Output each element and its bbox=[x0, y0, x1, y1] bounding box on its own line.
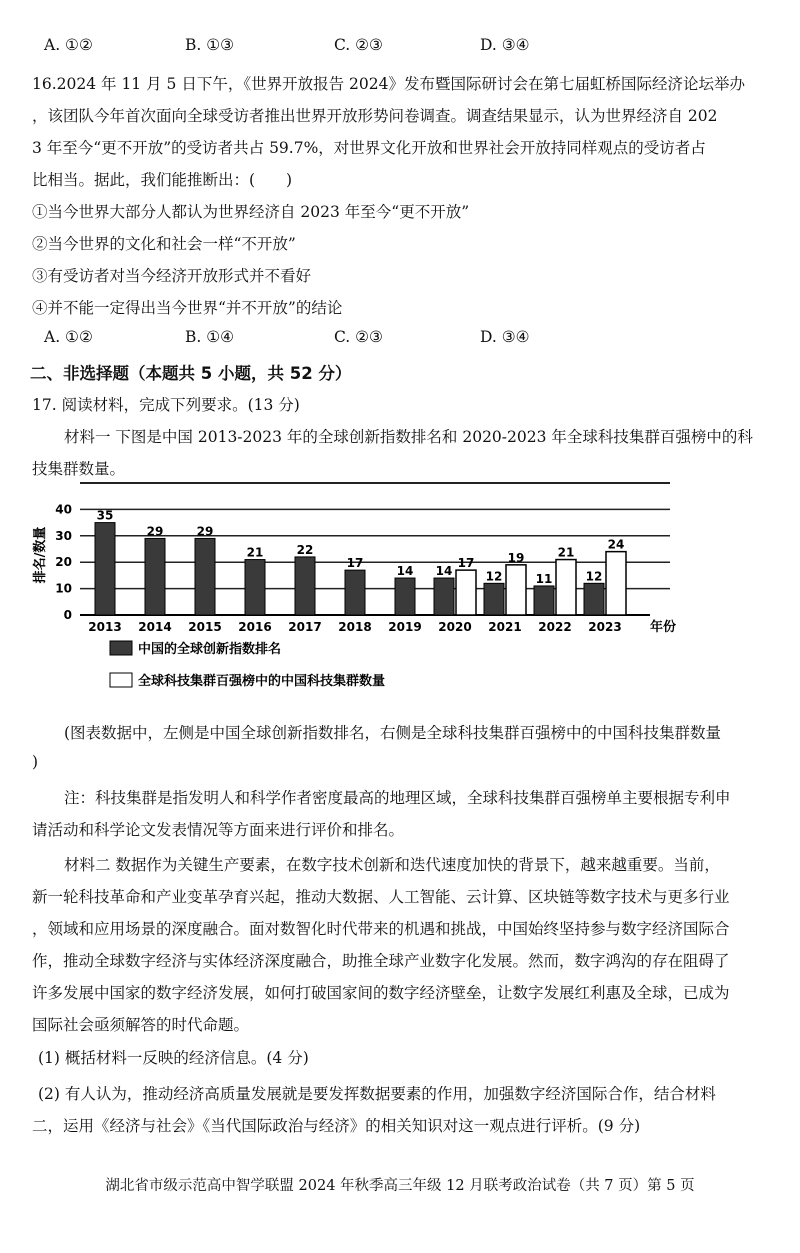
q17-material2-line-2: 新一轮科技革命和产业变革孕育兴起，推动大数据、人工智能、云计算、区块链等数字技术与更多行业 bbox=[32, 888, 730, 906]
q15-option-c: C. ②③ bbox=[334, 36, 383, 54]
y-axis-label: 排名/数量 bbox=[33, 526, 48, 584]
data-label-rank-2015: 29 bbox=[196, 524, 214, 539]
q17-material1-line-1: 材料一 下图是中国 2013-2023 年的全球创新指数排名和 2020-2023 年全球科技集群百强榜中的科 bbox=[64, 428, 753, 446]
bar-rank-2022 bbox=[534, 586, 554, 615]
q16-stem-line-1: 16.2024 年 11 月 5 日下午，《世界开放报告 2024》发布暨国际研讨会在第七届虹桥国际经济论坛举办 bbox=[32, 75, 745, 93]
data-label-clusters-2020: 17 bbox=[457, 556, 475, 571]
x-tick-label: 2015 bbox=[188, 620, 222, 634]
bar-rank-2015 bbox=[195, 538, 215, 615]
legend-label-rank: 中国的全球创新指数排名 bbox=[138, 642, 282, 657]
q16-option-b: B. ①④ bbox=[185, 328, 235, 346]
bar-rank-2020 bbox=[434, 578, 454, 615]
y-tick-label: 30 bbox=[55, 528, 72, 543]
legend-swatch-clusters bbox=[110, 673, 132, 687]
x-tick-label: 2014 bbox=[138, 620, 172, 634]
q17-question-2-line-1: (2) 有人认为，推动经济高质量发展就是要发挥数据要素的作用，加强数字经济国际合作，结合材料 bbox=[38, 1085, 716, 1103]
q16-option-a: A. ①② bbox=[44, 328, 93, 346]
y-tick-label: 20 bbox=[55, 555, 72, 570]
data-label-rank-2013: 35 bbox=[96, 508, 114, 523]
data-label-rank-2016: 21 bbox=[246, 545, 264, 560]
x-tick-label: 2013 bbox=[88, 620, 122, 634]
section-heading: 二、非选择题（本题共 5 小题，共 52 分） bbox=[30, 364, 352, 383]
data-label-clusters-2021: 19 bbox=[507, 550, 525, 565]
bar-rank-2019 bbox=[395, 578, 415, 615]
q16-item-3: ③有受访者对当今经济开放形式并不看好 bbox=[32, 267, 312, 285]
data-label-rank-2018: 17 bbox=[346, 556, 364, 571]
bar-rank-2016 bbox=[245, 560, 265, 615]
x-tick-label: 2016 bbox=[238, 620, 272, 634]
q17-question-1: (1) 概括材料一反映的经济信息。(4 分) bbox=[38, 1049, 309, 1067]
q17-material2-line-4: 作，推动全球数字经济与实体经济深度融合，助推全球产业数字化发展。然而，数字鸿沟的存在阻碍了 bbox=[32, 952, 730, 970]
y-tick-label: 10 bbox=[55, 581, 72, 596]
q16-stem-line-3: 3 年至今“更不开放”的受访者共占 59.7%，对世界文化开放和世界社会开放持同样观点的受访者占 bbox=[32, 139, 706, 157]
q17-note-line-1: 注：科技集群是指发明人和科学作者密度最高的地理区域，全球科技集群百强榜单主要根据专利申 bbox=[64, 789, 731, 807]
x-tick-label: 2023 bbox=[588, 620, 622, 634]
q15-option-d: D. ③④ bbox=[480, 36, 530, 54]
bar-clusters-2023 bbox=[606, 552, 626, 615]
data-label-rank-2017: 22 bbox=[296, 542, 314, 557]
bar-clusters-2022 bbox=[556, 560, 576, 615]
x-tick-label: 2017 bbox=[288, 620, 322, 634]
x-axis-label: 年份 bbox=[650, 620, 677, 635]
bar-rank-2013 bbox=[95, 523, 115, 615]
bar-rank-2018 bbox=[345, 570, 365, 615]
q16-item-1: ①当今世界大部分人都认为世界经济自 2023 年至今“更不开放” bbox=[32, 203, 470, 221]
bar-clusters-2020 bbox=[456, 570, 476, 615]
page-footer: 湖北省市级示范高中智学联盟 2024 年秋季高三年级 12 月联考政治试卷（共 7 页）第 5 页 bbox=[105, 1178, 695, 1194]
chart-note-line-2: ) bbox=[32, 753, 39, 771]
bar-rank-2021 bbox=[484, 583, 504, 615]
x-tick-label: 2018 bbox=[338, 620, 372, 634]
data-label-clusters-2022: 21 bbox=[557, 545, 575, 560]
bar-clusters-2021 bbox=[506, 565, 526, 615]
x-tick-label: 2020 bbox=[438, 620, 472, 634]
y-tick-label: 40 bbox=[55, 502, 72, 517]
bar-rank-2017 bbox=[295, 557, 315, 615]
y-tick-label: 0 bbox=[63, 608, 72, 622]
q15-option-b: B. ①③ bbox=[185, 36, 235, 54]
q16-item-2: ②当今世界的文化和社会一样“不开放” bbox=[32, 235, 296, 253]
q16-stem-line-4: 比相当。据此，我们能推断出：( ) bbox=[32, 171, 293, 189]
q17-material1-line-2: 技集群数量。 bbox=[32, 460, 126, 478]
bar-rank-2014 bbox=[145, 538, 165, 615]
legend-swatch-rank bbox=[110, 641, 132, 655]
q16-option-c: C. ②③ bbox=[334, 328, 383, 346]
q17-material2-line-3: ，领域和应用场景的深度融合。面对数智化时代带来的机遇和挑战，中国始终坚持参与数字经济国际合 bbox=[32, 920, 730, 938]
chart-note-line-1: (图表数据中，左侧是中国全球创新指数排名，右侧是全球科技集群百强榜中的中国科技集群数量 bbox=[64, 724, 722, 742]
q17-material2-line-6: 国际社会亟须解答的时代命题。 bbox=[32, 1016, 250, 1034]
data-label-rank-2014: 29 bbox=[146, 524, 164, 539]
q16-stem-line-2: ，该团队今年首次面向全球受访者推出世界开放形势问卷调查。调查结果显示，认为世界经济自 202 bbox=[32, 107, 718, 125]
data-label-rank-2020: 14 bbox=[435, 564, 453, 579]
q17-material2-line-1: 材料二 数据作为关键生产要素，在数字技术创新和迭代速度加快的背景下，越来越重要。当前， bbox=[64, 856, 720, 874]
x-tick-label: 2021 bbox=[488, 620, 522, 634]
q16-option-d: D. ③④ bbox=[480, 328, 530, 346]
data-label-rank-2023: 12 bbox=[585, 569, 603, 584]
q17-material2-line-5: 许多发展中国家的数字经济发展，如何打破国家间的数字经济壁垒，让数字发展红利惠及全球，已成为 bbox=[32, 984, 730, 1002]
bar-rank-2023 bbox=[584, 583, 604, 615]
q16-item-4: ④并不能一定得出当今世界“并不开放”的结论 bbox=[32, 299, 343, 317]
bar-chart bbox=[30, 475, 710, 705]
q15-option-a: A. ①② bbox=[44, 36, 93, 54]
x-tick-label: 2019 bbox=[388, 620, 422, 634]
data-label-rank-2021: 12 bbox=[485, 569, 503, 584]
data-label-clusters-2023: 24 bbox=[607, 537, 625, 552]
data-label-rank-2022: 11 bbox=[535, 571, 553, 586]
legend-label-clusters: 全球科技集群百强榜中的中国科技集群数量 bbox=[138, 674, 386, 689]
q17-note-line-2: 请活动和科学论文发表情况等方面来进行评价和排名。 bbox=[32, 821, 405, 839]
data-label-rank-2019: 14 bbox=[396, 564, 414, 579]
x-tick-label: 2022 bbox=[538, 620, 572, 634]
q17-stem: 17. 阅读材料，完成下列要求。(13 分) bbox=[32, 396, 300, 414]
q17-question-2-line-2: 二，运用《经济与社会》《当代国际政治与经济》的相关知识对这一观点进行评析。(9 分) bbox=[32, 1117, 641, 1135]
